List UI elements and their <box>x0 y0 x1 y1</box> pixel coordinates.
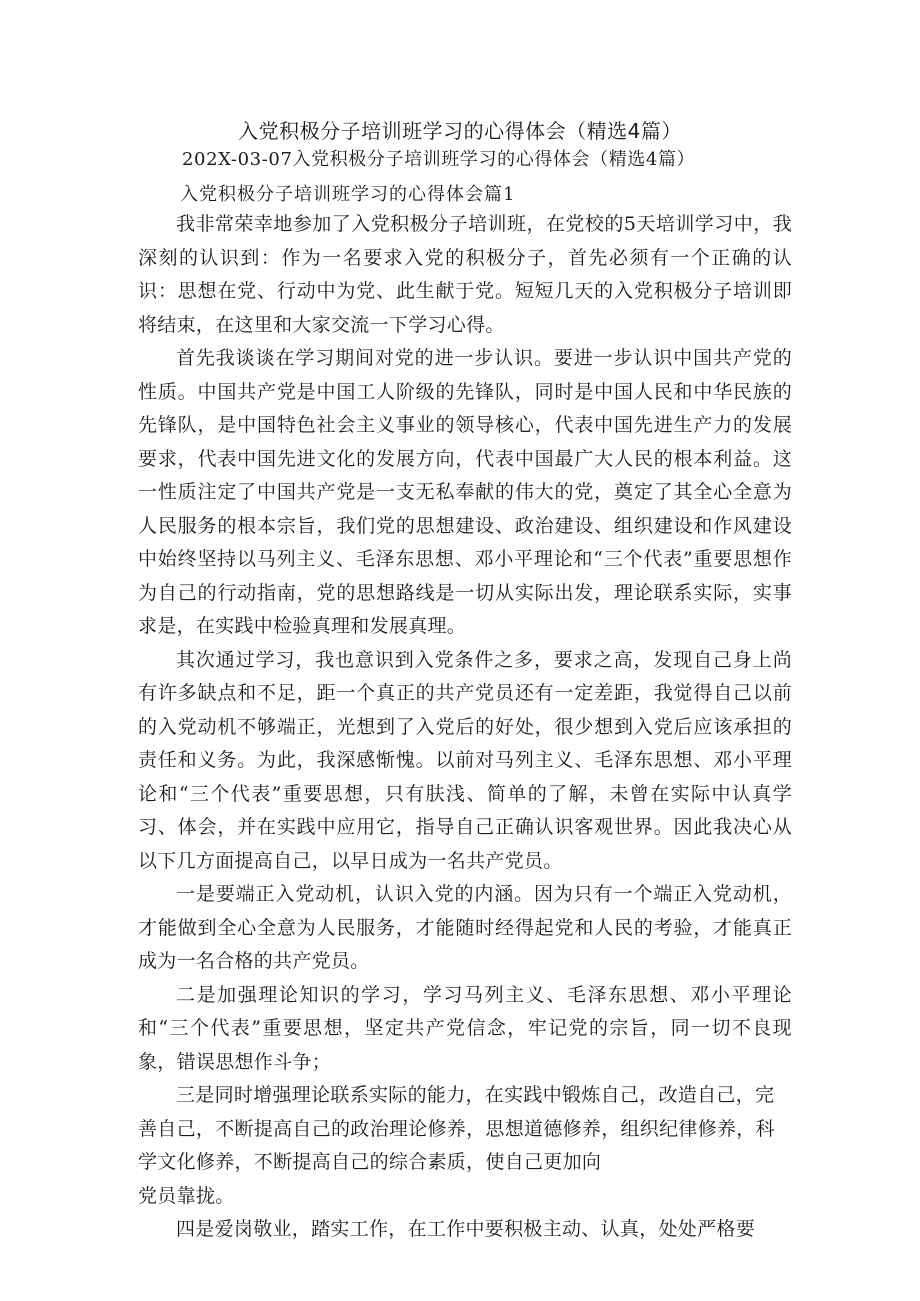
paragraph: 二是加强理论知识的学习，学习马列主义、毛泽东思想、邓小平理论和“三个代表”重要思想，坚定共产党信念，牢记党的宗旨，同一切不良现象，错误思想作斗争； <box>138 983 792 1073</box>
paragraph: 三是同时增强理论联系实际的能力，在实践中锻炼自己，改造自己，完善自己，不断提高自己的政治理论修养，思想道德修养，组织纪律修养，科学文化修养，不断提高自己的综合素质，使自己更加向 <box>138 1084 775 1173</box>
paragraph: 一是要端正入党动机，认识入党的内涵。因为只有一个端正入党动机，才能做到全心全意为人民服务，才能随时经得起党和人民的考验，才能真正成为一名合格的共产党员。 <box>138 883 792 972</box>
document-body <box>138 208 792 1247</box>
paragraph-continuation: 党员靠拢。 <box>138 1184 235 1207</box>
paragraph: 首先我谈谈在学习期间对党的进一步认识。要进一步认识中国共产党的性质。中国共产党是中国工人阶级的先锋队，同时是中国人民和中华民族的先锋队，是中国特色社会主义事业的领导核心，代表中国先进生产力的发展要求，代表中国先进文化的发展方向，代表中国最广大人民的根本利益。这一性质注定了中国共产党是一支无私奉献的伟大的党，奠定了其全心全意为人民服务的根本宗旨，我们党的思想建设、政治建设、组织建设和作风建设中始终坚持以马列主义、毛泽东思想、邓小平理论和“三个代表”重要思想作为自己的行动指南，党的思想路线是一切从实际出发，理论联系实际，实事求是，在实践中检验真理和发展真理。 <box>138 347 792 637</box>
section-heading: 入党积极分子培训班学习的心得体会篇1 <box>180 184 516 205</box>
paragraph: 四是爱岗敬业，踏实工作，在工作中要积极主动、认真，处处严格要 <box>176 1218 756 1240</box>
document-subtitle: 202X-03-07入党积极分子培训班学习的心得体会（精选4篇） <box>182 149 696 170</box>
paragraph: 我非常荣幸地参加了入党积极分子培训班，在党校的5天培训学习中，我深刻的认识到：作为一名要求入党的积极分子，首先必须有一个正确的认识：思想在党、行动中为党、此生献于党。短短几天的入党积极分子培训即将结束，在这里和大家交流一下学习心得。 <box>138 213 792 336</box>
document-title: 入党积极分子培训班学习的心得体会（精选4篇） <box>238 119 682 143</box>
paragraph: 其次通过学习，我也意识到入党条件之多，要求之高，发现自己身上尚有许多缺点和不足，距一个真正的共产党员还有一定差距，我觉得自己以前的入党动机不够端正，光想到了入党后的好处，很少想到入党后应该承担的责任和义务。为此，我深感惭愧。以前对马列主义、毛泽东思想、邓小平理论和“三个代表”重要思想，只有肤浅、简单的了解，未曾在实际中认真学习、体会，并在实践中应用它，指导自己正确认识客观世界。因此我决心从以下几方面提高自己，以早日成为一名共产党员。 <box>138 648 792 872</box>
